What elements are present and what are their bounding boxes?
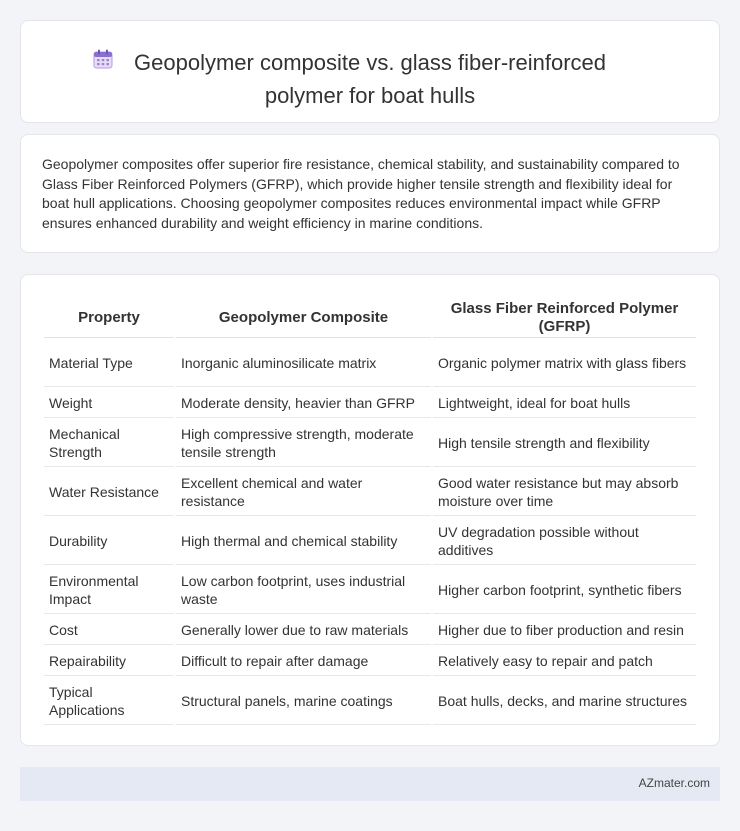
footer-brand: AZmater.com [638,776,710,790]
comparison-table [42,296,698,727]
summary-text: Geopolymer composites offer superior fire resistance, chemical stability, and sustainability compared to Glass Fiber Reinforced Polymers (GFRP), which provide higher tensile strength and flexibility ideal for boat hull applications. Choosing geopolymer composites reduces environmental impact while GFRP ensures enhanced durability and weight efficiency in marine conditions. [42,156,680,231]
table-cell: Typical Applications [44,678,174,725]
table-cell: Generally lower due to raw materials [176,616,431,645]
table-cell: High compressive strength, moderate tensile strength [176,420,431,467]
table-cell: Relatively easy to repair and patch [433,647,696,676]
page-title [21,46,719,112]
table-cell: Material Type [44,340,174,387]
table-header-row [44,298,696,338]
table-row [44,567,696,614]
table-cell: High thermal and chemical stability [176,518,431,565]
comparison-table-card [20,274,720,746]
table-cell: Low carbon footprint, uses industrial waste [176,567,431,614]
table-cell: Mechanical Strength [44,420,174,467]
table-row [44,420,696,467]
table-row [44,678,696,725]
table-cell: Water Resistance [44,469,174,516]
summary-card [20,134,720,253]
table-cell: Difficult to repair after damage [176,647,431,676]
table-cell: Durability [44,518,174,565]
table-cell: High tensile strength and flexibility [433,420,696,467]
table-cell: Good water resistance but may absorb moisture over time [433,469,696,516]
table-cell: Organic polymer matrix with glass fibers [433,340,696,387]
table-cell: Lightweight, ideal for boat hulls [433,389,696,418]
table-cell: Boat hulls, decks, and marine structures [433,678,696,725]
table-cell: Repairability [44,647,174,676]
table-cell: Cost [44,616,174,645]
page-title-line-1: Geopolymer composite vs. glass fiber-reinforced [134,50,606,75]
table-row [44,616,696,645]
header-gfrp: Glass Fiber Reinforced Polymer (GFRP) [433,298,696,338]
header-property: Property [44,298,174,338]
title-card [20,20,720,123]
table-cell: Structural panels, marine coatings [176,678,431,725]
table-row [44,518,696,565]
table-row [44,647,696,676]
table-cell: Moderate density, heavier than GFRP [176,389,431,418]
table-cell: Excellent chemical and water resistance [176,469,431,516]
table-cell: Higher due to fiber production and resin [433,616,696,645]
table-cell: Weight [44,389,174,418]
table-cell: UV degradation possible without additives [433,518,696,565]
table-row [44,340,696,387]
page-title-line-2: polymer for boat hulls [264,83,476,108]
footer-bar [20,767,720,801]
table-row [44,389,696,418]
table-cell: Inorganic aluminosilicate matrix [176,340,431,387]
table-cell: Environmental Impact [44,567,174,614]
table-cell: Higher carbon footprint, synthetic fibers [433,567,696,614]
table-row [44,469,696,516]
header-geopolymer: Geopolymer Composite [176,298,431,338]
